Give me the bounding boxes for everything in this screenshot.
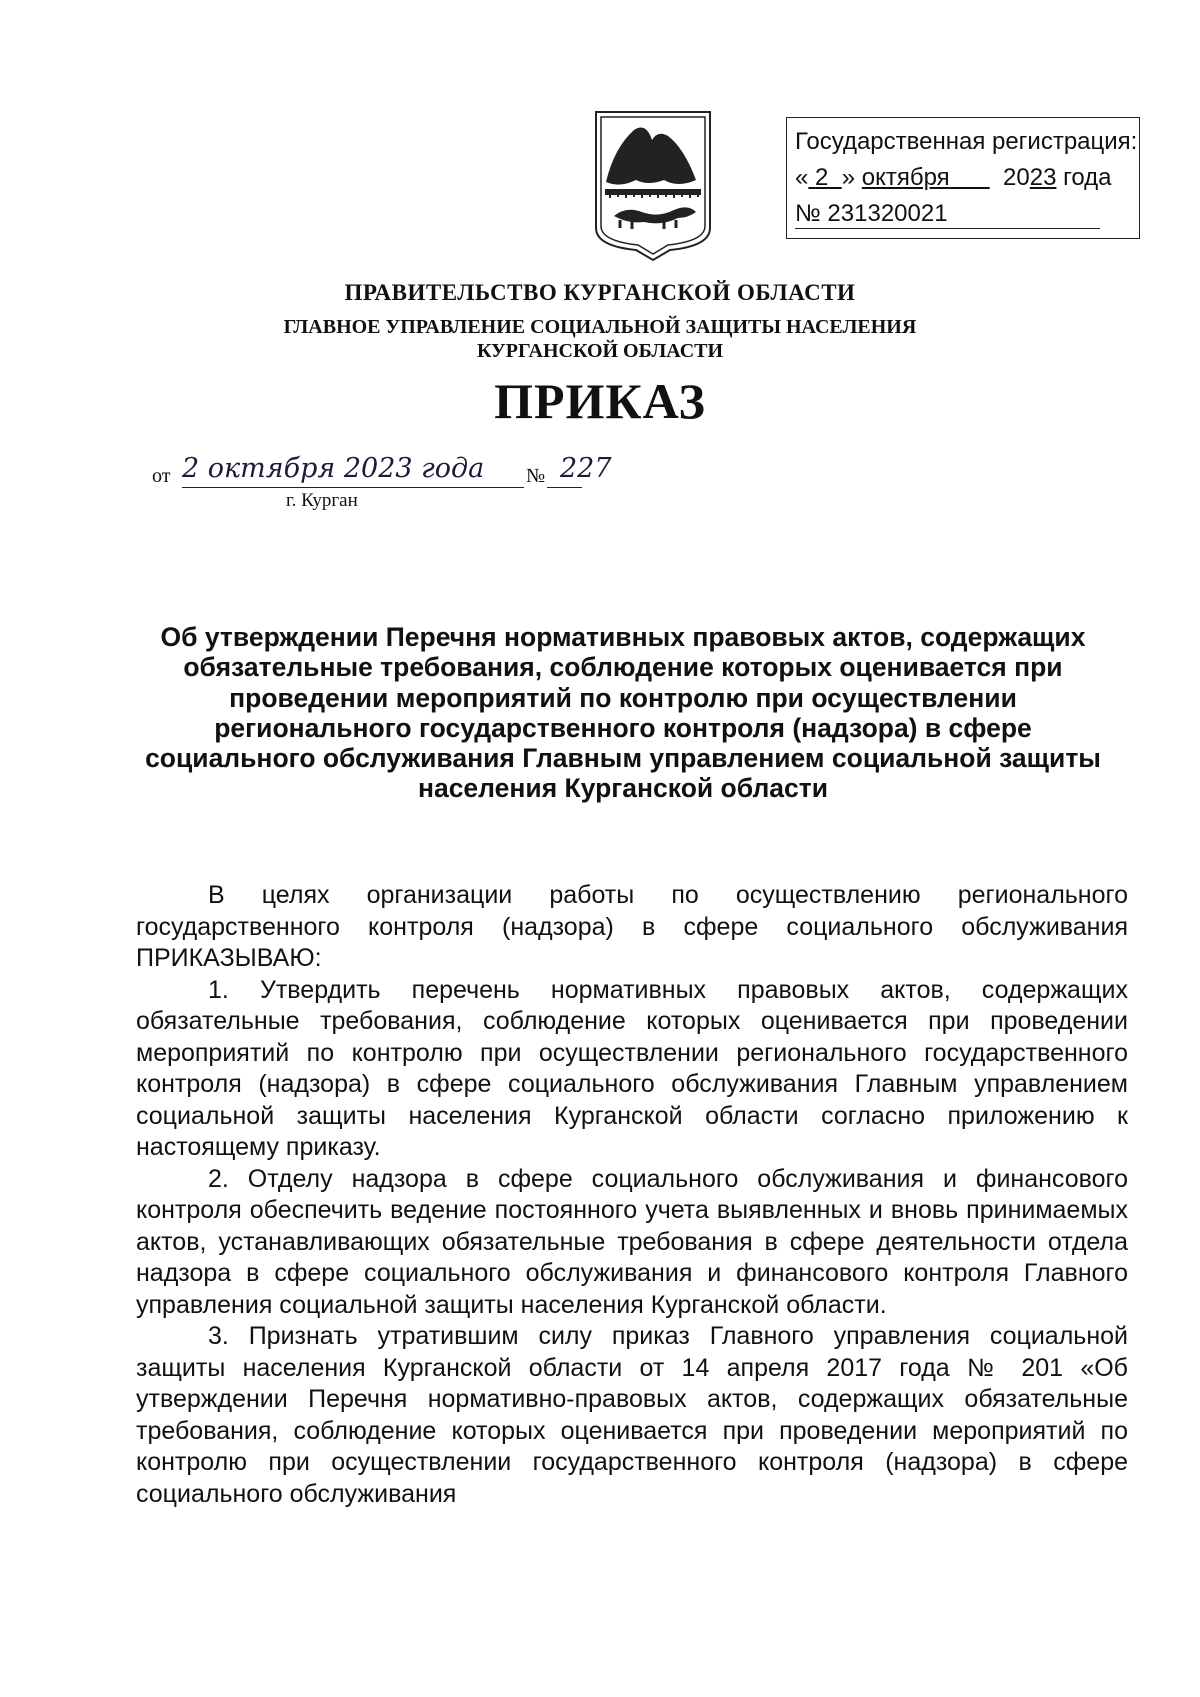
- order-number-handwritten: 227: [560, 453, 612, 484]
- registration-year: 2023: [1003, 164, 1057, 191]
- government-name: ПРАВИТЕЛЬСТВО КУРГАНСКОЙ ОБЛАСТИ: [344, 280, 856, 305]
- department-name-line1: ГЛАВНОЕ УПРАВЛЕНИЕ СОЦИАЛЬНОЙ ЗАЩИТЫ НАСЕЛЕНИЯ: [283, 316, 917, 338]
- date-prefix: от: [152, 465, 171, 487]
- registration-label: Государственная регистрация:: [795, 128, 1138, 155]
- registration-day: 2: [815, 164, 829, 191]
- registration-year-word: года: [1063, 164, 1112, 191]
- department-name-line2: КУРГАНСКОЙ ОБЛАСТИ: [476, 340, 724, 362]
- kurgan-coat-of-arms-icon: [592, 108, 714, 262]
- preamble-paragraph: В целях организации работы по осуществлению регионального государственного контроля (надзора) в сфере социального обслуживания ПРИКАЗЫВАЮ:: [136, 881, 1128, 972]
- clause-3-paragraph: 3. Признать утратившим силу приказ Главного управления социальной защиты населения Курганской области от 14 апреля 2017 года № 201 «Об утверждении Перечня нормативно-правовых актов, содержащих обязательные требования, соблюдение которых оценивается при проведении мероприятий по контролю при осуществлении государственного контроля (надзора) в сфере социального обслуживания: [136, 1322, 1128, 1508]
- order-date-number-line: [152, 451, 640, 491]
- order-date-handwritten: 2 октября 2023 года: [182, 451, 582, 488]
- registration-number: 231320021: [827, 200, 948, 227]
- registration-month: октября: [861, 164, 950, 191]
- order-number-label: №: [526, 465, 546, 487]
- registration-number-line: № 231320021: [795, 200, 1100, 229]
- document-type: ПРИКАЗ: [494, 373, 706, 429]
- order-body: [136, 880, 1128, 1510]
- clause-2-paragraph: 2. Отделу надзора в сфере социального обслуживания и финансового контроля обеспечить ведение постоянного учета выявленных и вновь принимаемых актов, устанавливающих обязательные требования в сфере деятельности отдела надзора в сфере социального обслуживания и финансового контроля Главного управления социальной защиты населения Курганской области.: [136, 1164, 1128, 1319]
- registration-stamp: Государственная регистрация: « 2 » октября 2023 года № 231320021: [786, 117, 1140, 239]
- order-city: г. Курган: [286, 490, 358, 511]
- order-title: Об утверждении Перечня нормативных правовых актов, содержащих обязательные требования, соблюдение которых оценивается при проведении мероприятий по контролю при осуществлении регионального государственного контроля (надзора) в сфере социального обслуживания Главным управлением социальной защиты населения Курганской области: [145, 622, 1101, 804]
- clause-1-paragraph: 1. Утвердить перечень нормативных правовых актов, содержащих обязательные требования, соблюдение которых оценивается при проведении мероприятий по контролю при осуществлении регионального государственного контроля (надзора) в сфере социального обслуживания Главным управлением социальной защиты населения Курганской области согласно приложению к настоящему приказу.: [136, 975, 1128, 1161]
